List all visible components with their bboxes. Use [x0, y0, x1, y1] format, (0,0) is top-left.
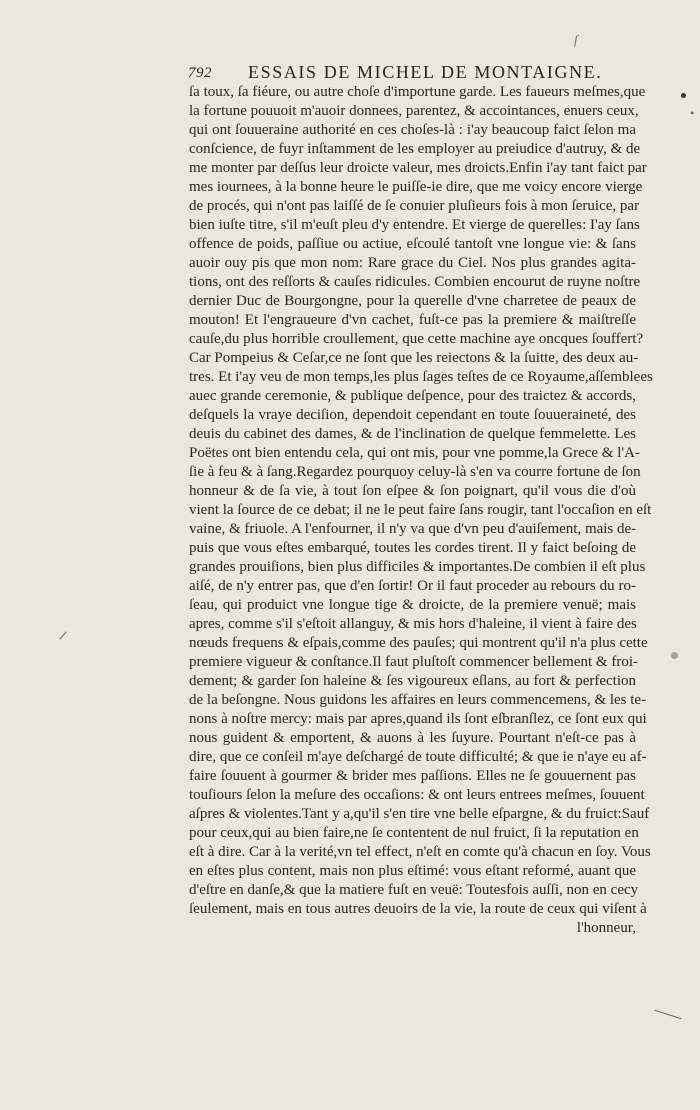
- ink-stain: [671, 652, 678, 659]
- text-line: dernier Duc de Bourgongne, pour la querelle d'vne charretee de peaux de: [189, 293, 636, 309]
- margin-scratch: [655, 1010, 682, 1020]
- text-line: bien iuſte titre, s'il m'euſt pleu d'y entendre. Et vierge de querelles: I'ay ſans: [189, 217, 640, 233]
- text-line: tions, ont des reſſorts & cauſes ridicules. Combien encourut de ruyne noſtre: [189, 274, 641, 290]
- running-title: ESSAIS DE MICHEL DE MONTAIGNE.: [248, 62, 603, 82]
- text-line: auec grande ceremonie, & publique deſpence, pour des traictez & accords,: [189, 388, 636, 404]
- text-line: honneur & de ſa vie, à tout ſon eſpee & ſon poignart, qu'il vous die d'où: [189, 483, 636, 499]
- text-line: nons à noſtre mercy: mais par apres,quand ils ſont eſbranſlez, ce ſont eux qui: [189, 711, 647, 727]
- text-line: ſie à feu & à ſang.Regardez pourquoy celuy-là s'en va courre fortune de ſon: [189, 464, 641, 480]
- text-line: la fortune pouuoit m'auoir donnees, parentez, & accointances, enuers ceux,: [189, 103, 639, 119]
- text-line: dement; & garder ſon haleine & ſes vigoureux eſlans, au fort & perfection: [189, 673, 636, 689]
- text-line: de procés, qui n'ont pas laiſſé de ſe conuier pluſieurs fois à mon ſeruice, par: [189, 198, 640, 214]
- text-line: faire ſouuent à gourmer & brider mes paſſions. Elles ne ſe gouuernent pas: [189, 768, 636, 784]
- body-text: [189, 83, 653, 938]
- text-line: pour ceux,qui au bien faire,ne ſe contentent de nul fruict, ſi la reputation en: [189, 825, 639, 841]
- folio-mark: ſ: [574, 32, 578, 47]
- text-line: mes iournees, à la bonne heure le puiſſe-ie dire, que me voicy encore vierge: [189, 179, 643, 195]
- text-line: en eſtes plus content, mais non plus eſtimé: vous eſtant reformé, auant que: [189, 863, 636, 879]
- text-line: vient la ſource de ce debat; il ne le peut faire ſans rougir, tant l'occaſion en eſt: [189, 502, 652, 518]
- margin-scratch: [59, 631, 66, 639]
- text-line: puis que vous eſtes embarqué, toutes les cordes tirent. Il y faict beſoing de: [189, 540, 636, 556]
- text-line: tres. Et i'ay veu de mon temps,les plus ſages teſtes de ce Royaume,aſſemblees: [189, 369, 653, 385]
- text-line: ſeau, qui produict vne longue tige & droicte, de la premiere venuë; mais: [189, 597, 636, 613]
- text-line: grandes prouiſions, bien plus difficiles & importantes.De combien il eſt plus: [189, 559, 646, 575]
- text-line: mouton! Et l'engraueure d'vn cachet, fuſt-ce pas la premiere & maiſtreſſe: [189, 312, 636, 328]
- running-head: [188, 62, 638, 84]
- catchword: l'honneur,: [576, 920, 636, 936]
- margin-mark: •: [690, 106, 695, 120]
- text-line: de la beſongne. Nous guidons les affaires en leurs commencemens, & les te-: [189, 692, 647, 708]
- text-line: aiſé, de n'y entrer pas, que d'en ſortir! Or il faut proceder au rebours du ro-: [189, 578, 636, 594]
- text-line: d'eſtre en danſe,& que la matiere fuſt en veuë: Toutesfois auſſi, non en cecy: [189, 882, 639, 898]
- text-line: nous guident & emportent, & auons à les ſuyure. Pourtant n'eſt-ce pas à: [189, 730, 636, 746]
- text-line: deſquels la vraye deciſion, dependoit cependant en toute ſouueraineté, des: [189, 407, 636, 423]
- page-number: 792: [188, 65, 212, 81]
- text-line: Poëtes ont bien entendu cela, qui ont mis, pour vne pomme,la Grece & l'A-: [189, 445, 640, 461]
- text-line: ſeulement, mais en tous autres deuoirs de la vie, la route de ceux qui viſent à: [189, 901, 647, 917]
- text-line: nœuds frequens & eſpais,comme des pauſes; qui montrent qu'il n'a plus cette: [189, 635, 648, 651]
- text-line: touſiours ſelon la meſure des occaſions: & ont leurs entrees meſmes, ſouuent: [189, 787, 645, 803]
- text-line: cauſe,du plus horrible croullement, que cette machine aye oncques ſouffert?: [189, 331, 644, 347]
- text-line: Car Pompeius & Ceſar,ce ne ſont que les reiectons & la ſuitte, des deux au-: [189, 350, 639, 366]
- text-line: deuis du cabinet des dames, & de l'inclination de quelque femmelette. Les: [189, 426, 636, 442]
- text-line: premiere vigueur & conſtance.Il faut pluſtoſt commencer bellement & froi-: [189, 654, 638, 670]
- text-line: me monter par deſſus leur droicte valeur, mes droicts.Enfin i'ay tant faict par: [189, 160, 647, 176]
- text-line: eſt à dire. Car à la verité,vn tel effect, n'eſt en comte qu'à chacun en ſoy. Vous: [189, 844, 651, 860]
- text-line: dire, que ce conſeil m'aye deſchargé de toute difficulté; & que ie n'aye eu af-: [189, 749, 647, 765]
- margin-dot: [681, 93, 686, 98]
- text-line: aſpres & violentes.Tant y a,qu'il s'en tire vne belle eſpargne, & du fruict:Sauf: [189, 806, 650, 822]
- text-line: offence de poids, paſſiue ou actiue, eſcoulé tantoſt vne longue vie: & ſans: [189, 236, 636, 252]
- text-line: vaine, & friuole. A l'enfourner, il n'y va que d'vn peu d'auiſement, mais de-: [189, 521, 637, 537]
- text-line: apres, comme s'il s'eſtoit allanguy, & mis hors d'haleine, il vient à faire des: [189, 616, 637, 632]
- text-line: ſa toux, ſa fiéure, ou autre choſe d'importune garde. Les faueurs meſmes,que: [189, 84, 646, 100]
- text-line: auoir ouy pis que mon nom: Rare grace du Ciel. Nos plus grandes agita-: [189, 255, 636, 271]
- text-line: conſcience, de fuyr inſtamment de les employer au preiudice d'autruy, & de: [189, 141, 641, 157]
- text-line: qui ont ſouueraine authorité en ces choſes-là : i'ay beaucoup faict ſelon ma: [189, 122, 636, 138]
